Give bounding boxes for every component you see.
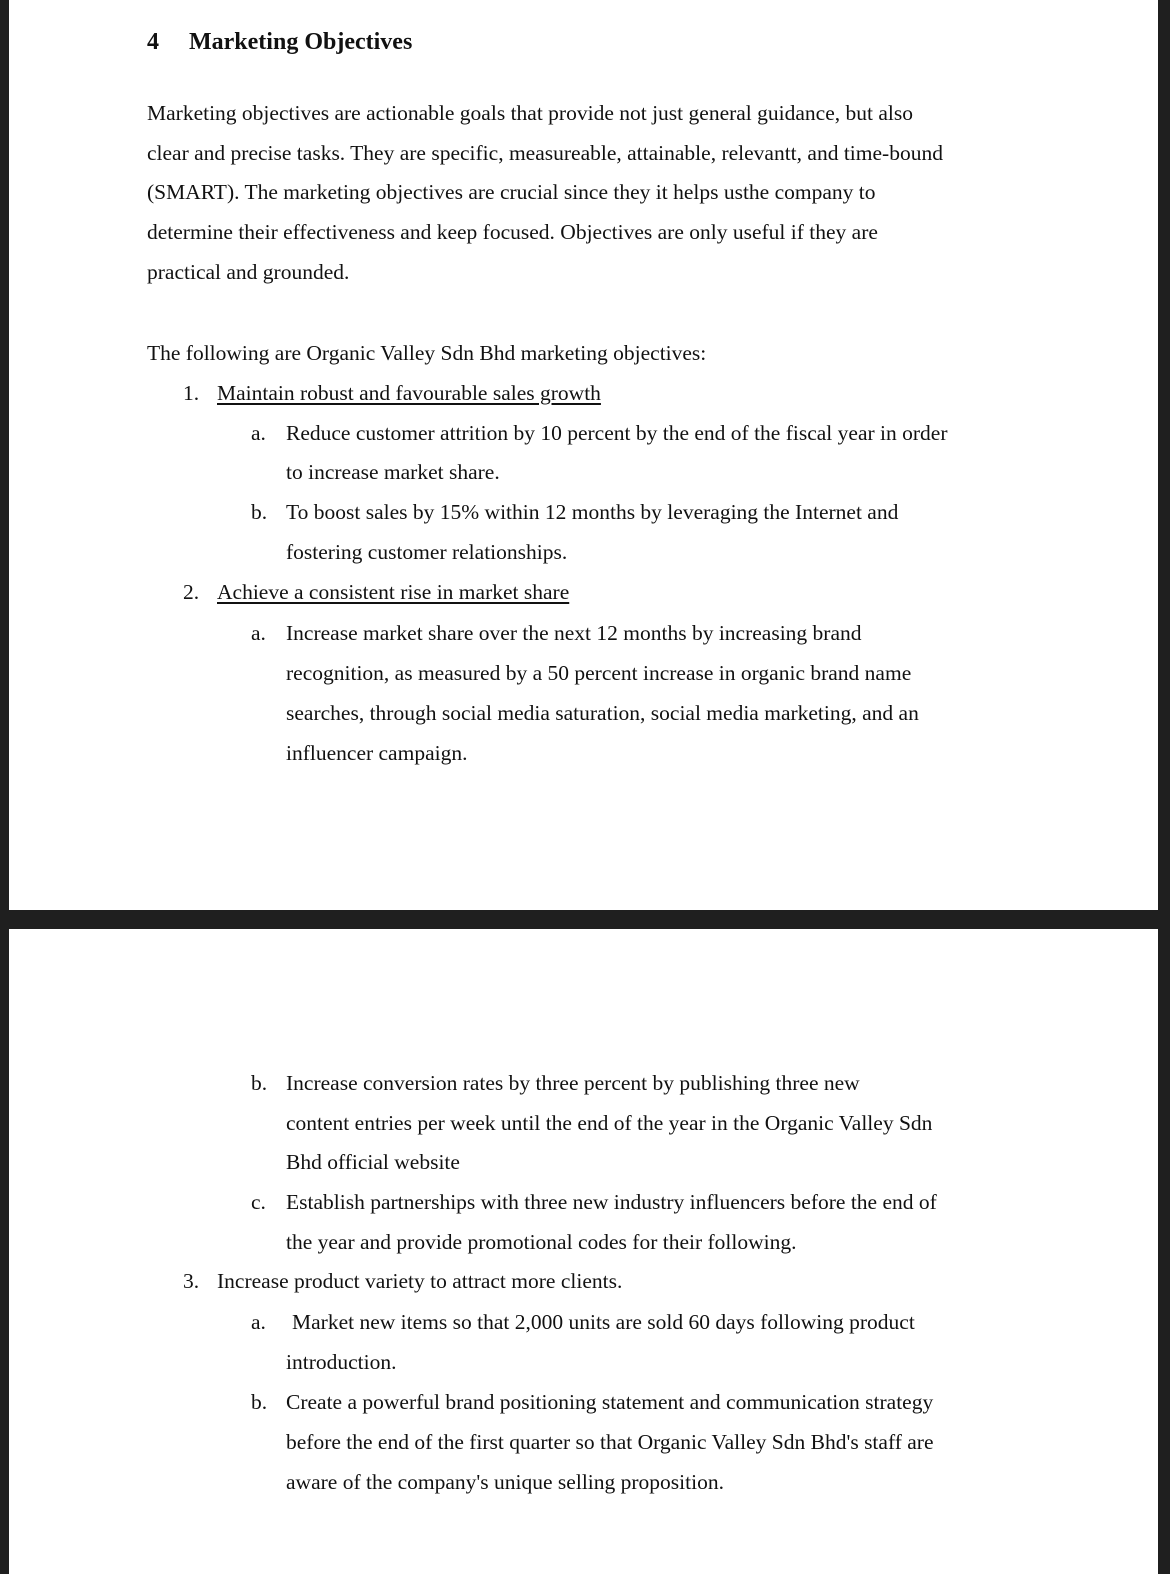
item-line: Establish partnerships with three new industry influencers before the end of bbox=[286, 1190, 937, 1214]
objective-number: 1. bbox=[183, 381, 200, 405]
item-line: Increase conversion rates by three percent by publishing three new bbox=[286, 1071, 860, 1095]
item-line: Reduce customer attrition by 10 percent by the end of the fiscal year in order bbox=[286, 421, 948, 445]
list-intro: The following are Organic Valley Sdn Bhd marketing objectives: bbox=[147, 341, 707, 365]
item-line: To boost sales by 15% within 12 months by leveraging the Internet and bbox=[286, 500, 899, 524]
intro-line: Marketing objectives are actionable goals that provide not just general guidance, but also bbox=[147, 101, 913, 125]
item-line: recognition, as measured by a 50 percent increase in organic brand name bbox=[286, 661, 912, 685]
item-line: to increase market share. bbox=[286, 460, 500, 484]
item-line: Increase market share over the next 12 months by increasing brand bbox=[286, 621, 862, 645]
intro-line: clear and precise tasks. They are specific, measureable, attainable, relevantt, and time-bound bbox=[147, 141, 943, 165]
document-page-2 bbox=[9, 929, 1158, 1574]
objective-title: Achieve a consistent rise in market share bbox=[217, 580, 570, 604]
objective-number: 2. bbox=[183, 580, 200, 604]
item-line: introduction. bbox=[286, 1350, 397, 1374]
section-number: 4 bbox=[147, 29, 159, 55]
item-line: searches, through social media saturation, social media marketing, and an bbox=[286, 701, 919, 725]
item-line: influencer campaign. bbox=[286, 741, 468, 765]
item-letter: a. bbox=[251, 621, 266, 645]
objective-number: 3. bbox=[183, 1269, 200, 1293]
intro-line: determine their effectiveness and keep focused. Objectives are only useful if they are bbox=[147, 220, 878, 244]
item-letter: b. bbox=[251, 1071, 268, 1095]
item-line: before the end of the first quarter so that Organic Valley Sdn Bhd's staff are bbox=[286, 1430, 934, 1454]
item-line: Bhd official website bbox=[286, 1150, 460, 1174]
objective-title: Increase product variety to attract more clients. bbox=[217, 1269, 623, 1293]
item-line: Create a powerful brand positioning statement and communication strategy bbox=[286, 1390, 934, 1414]
item-line: content entries per week until the end of the year in the Organic Valley Sdn bbox=[286, 1111, 933, 1135]
item-letter: c. bbox=[251, 1190, 266, 1214]
section-title: Marketing Objectives bbox=[189, 29, 413, 55]
item-letter: a. bbox=[251, 1310, 266, 1334]
document-page-1 bbox=[9, 0, 1158, 910]
item-line: aware of the company's unique selling proposition. bbox=[286, 1470, 724, 1494]
item-line: Market new items so that 2,000 units are sold 60 days following product bbox=[292, 1310, 915, 1334]
item-line: fostering customer relationships. bbox=[286, 540, 568, 564]
intro-line: practical and grounded. bbox=[147, 260, 350, 284]
item-letter: b. bbox=[251, 1390, 268, 1414]
intro-line: (SMART). The marketing objectives are crucial since they it helps usthe company to bbox=[147, 180, 876, 204]
item-letter: a. bbox=[251, 421, 266, 445]
item-letter: b. bbox=[251, 500, 268, 524]
item-line: the year and provide promotional codes for their following. bbox=[286, 1230, 797, 1254]
objective-title: Maintain robust and favourable sales growth bbox=[217, 381, 601, 405]
